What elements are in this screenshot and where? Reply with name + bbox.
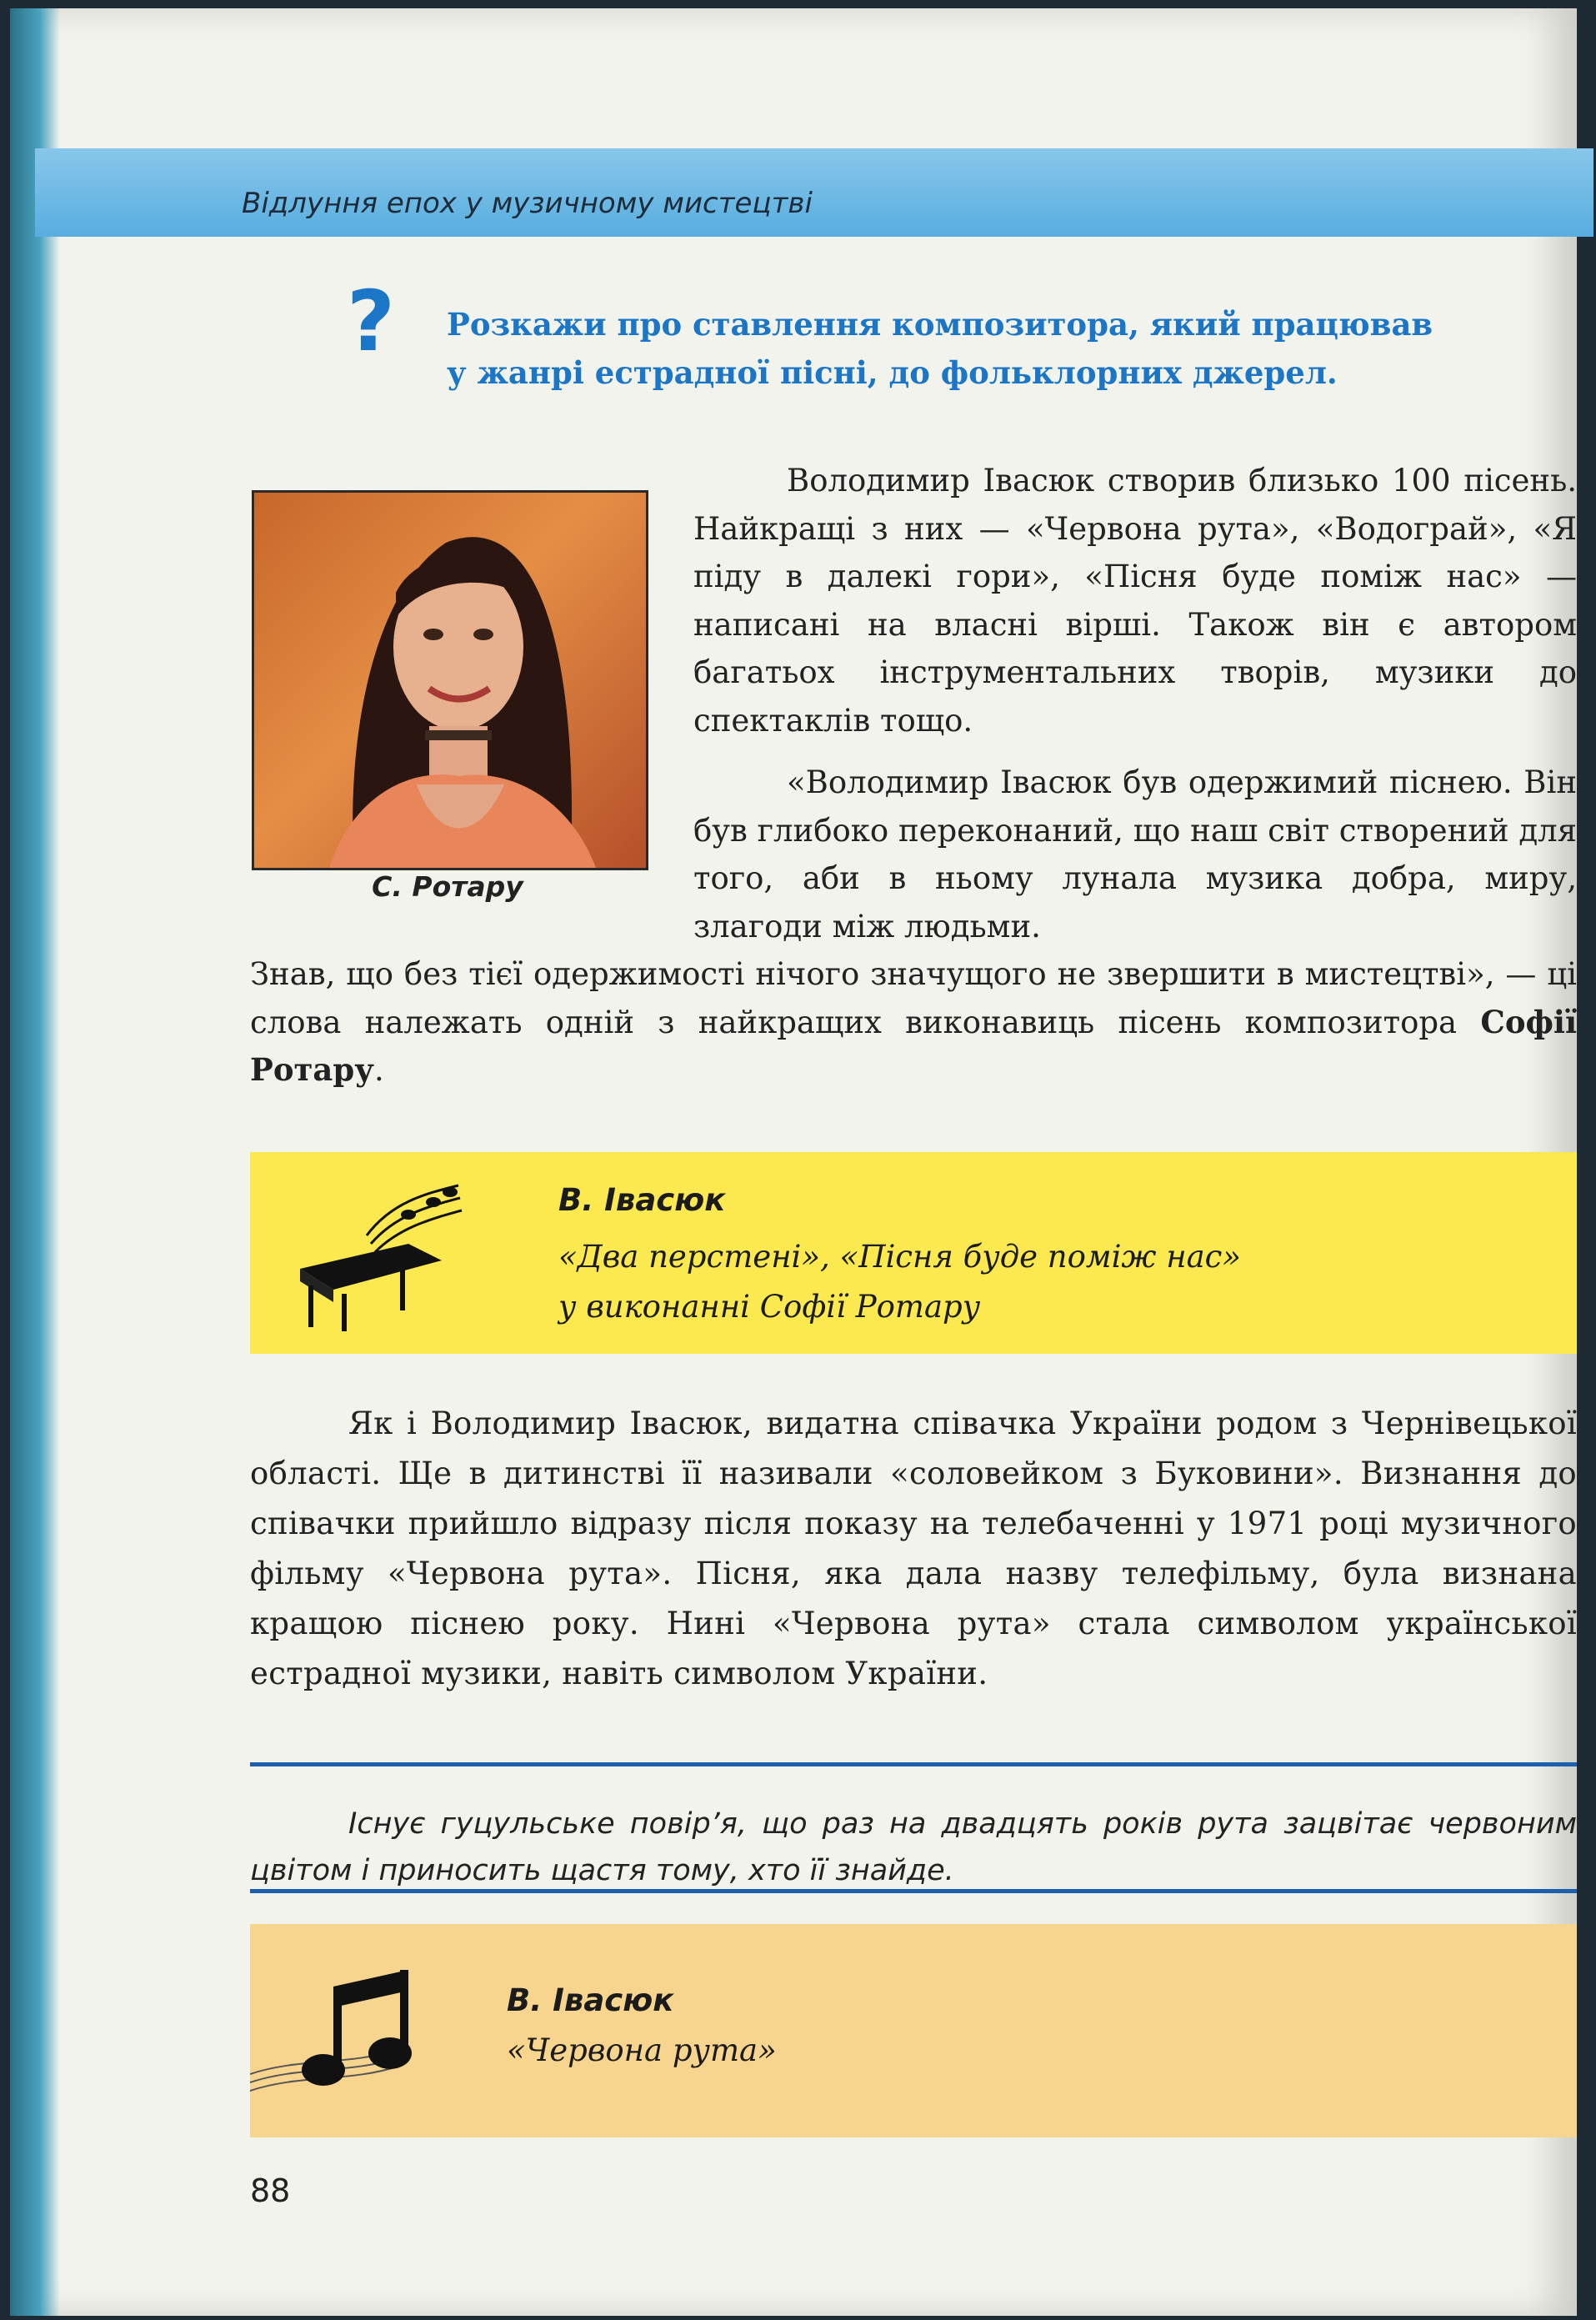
listening-1-works: «Два перстені», «Пісня буде поміж нас» (558, 1239, 1242, 1275)
divider-bottom (250, 1889, 1577, 1893)
listening-1-composer: В. Івасюк (558, 1182, 726, 1218)
listening-2-composer: В. Івасюк (507, 1982, 674, 2018)
listening-box-2 (250, 1924, 1577, 2137)
paragraph-1: Володимир Івасюк створив близько 100 пісень. Найкращі з них — «Червона рута», «Водограй», «Я піду в далекі гори», «Пісня буде поміж нас» — написані на власні вірші. Також він є автором багатьох інструментальних творів, музики до спектаклів тощо. (693, 463, 1577, 739)
paragraph-2b (250, 950, 1577, 1095)
listening-1-performer: у виконанні Софії Ротару (558, 1289, 981, 1325)
textbook-page (10, 8, 1577, 2316)
piano-with-notes-icon (283, 1169, 467, 1335)
performer-name: Софії Ротару (250, 1003, 1577, 1088)
question-line-1: Розкажи про ставлення композитора, який працював (447, 306, 1433, 343)
page-spine-shadow (10, 8, 60, 2316)
portrait-caption: С. Ротару (372, 870, 523, 903)
portrait-illustration (254, 493, 646, 868)
portrait-photo (252, 490, 648, 870)
paragraph-2b-end: . (373, 1052, 384, 1088)
listening-2-work: «Червона рута» (507, 2032, 777, 2068)
paragraph-3: Як і Володимир Івасюк, видатна співачка України родом з Чернівецької області. Ще в дитинстві її називали «соловейком з Буковини». Визнання до співачки прийшло відразу після показу на телебаченні у 1971 році музичного фільму «Червона рута». Пісня, яка дала назву телефільму, була визнана кращою піснею року. Нині «Червона рута» стала символом української естрадної музики, навіть символом України. (250, 1406, 1577, 1691)
listening-box-1 (250, 1152, 1577, 1354)
divider-top (250, 1762, 1577, 1766)
music-note-icon (250, 1957, 450, 2116)
question-mark-icon: ? (347, 273, 396, 370)
section-title: Відлуння епох у музичному мистецтві (242, 187, 813, 220)
paragraph-2b-text: Знав, що без тієї одержимості нічого значущого не звершити в мистецтві», — ці слова належать одній з найкращих виконавиць пісень композитора (250, 956, 1577, 1040)
page-number: 88 (250, 2172, 291, 2209)
question-line-2: у жанрі естрадної пісні, до фольклорних джерел. (447, 354, 1338, 391)
legend-note: Існує гуцульське повір’я, що раз на двадцять років рута зацвітає червоним цвітом і приносить щастя тому, хто її знайде. (250, 1807, 1577, 1887)
paragraph-2a: «Володимир Івасюк був одержимий піснею. Він був глибоко переконаний, що наш світ створений для того, аби в ньому лунала музика добра, миру, злагоди між людьми. (693, 764, 1577, 945)
question-text (447, 300, 1547, 397)
